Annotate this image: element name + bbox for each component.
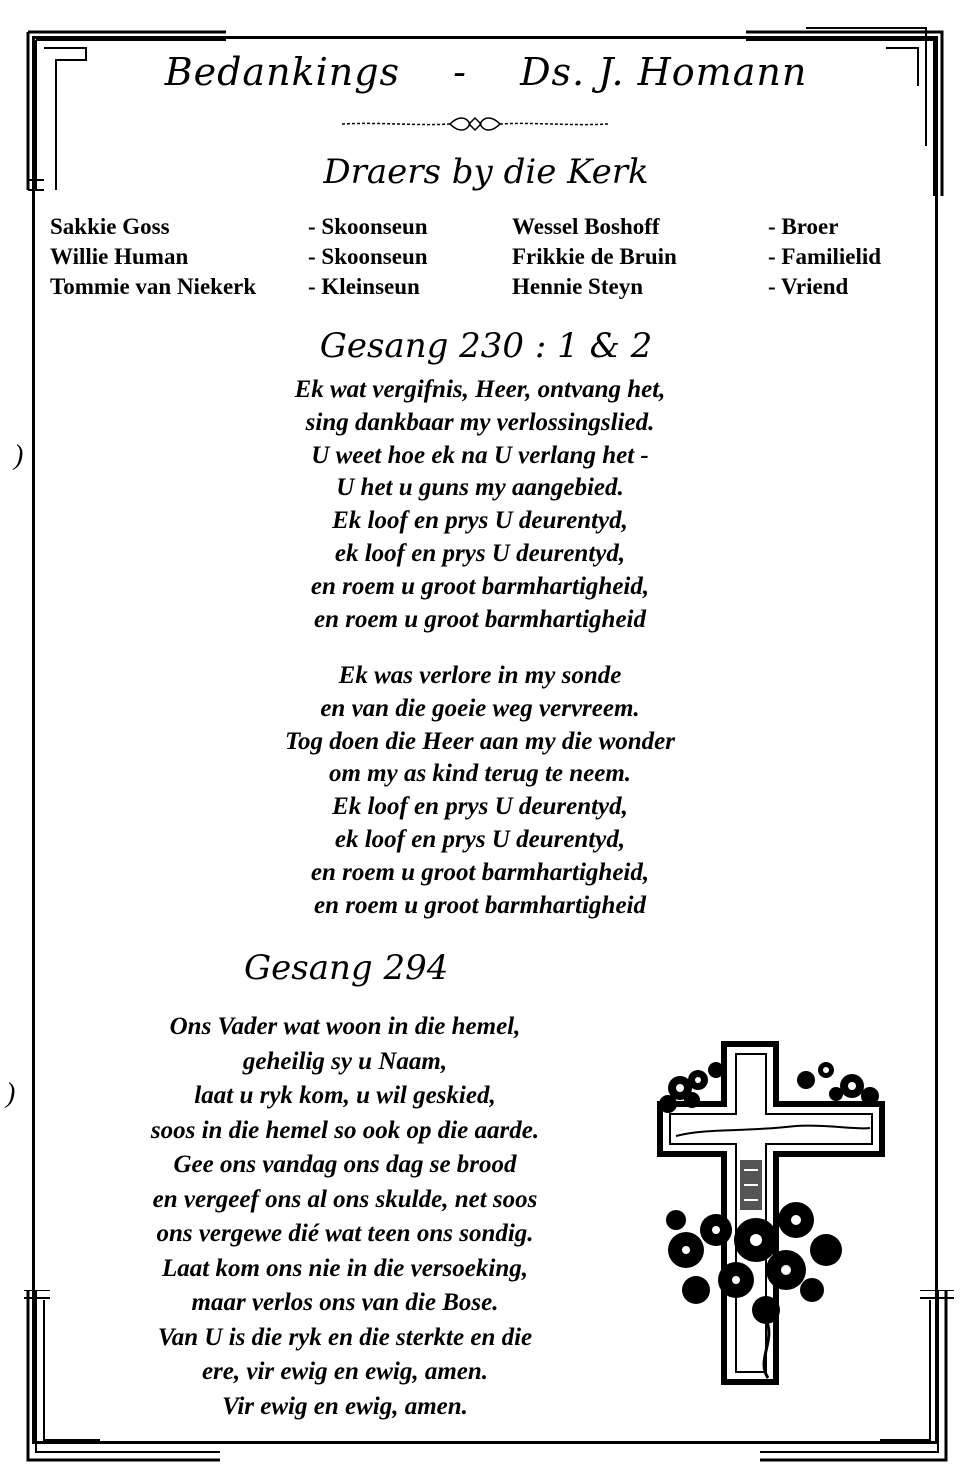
bearer-relation: - Familielid [768,244,882,269]
hymn-230-verse-1 [180,374,780,636]
bearer-name: Frikkie de Bruin [512,244,677,269]
verse-line: U weet hoe ek na U verlang het - [311,441,649,469]
verse-line: Ek wat vergifnis, Heer, ontvang het, [294,376,666,403]
verse-line: ons vergewe dié wat teen ons sondig. [156,1220,534,1247]
title-right: Ds. J. Homann [520,50,808,94]
bearer-name: Tommie van Niekerk [50,274,257,299]
verse-line: geheilig sy u Naam, [242,1047,448,1075]
hymn-230-heading: Gesang 230 : 1 & 2 [319,326,653,366]
page-title [0,50,972,94]
margin-mark: ) [6,1078,16,1109]
verse-line: Ons Vader wat woon in die hemel, [169,1013,521,1040]
hymn-230-verse-2 [180,660,780,922]
verse-line: en roem u groot barmhartigheid, [310,858,650,886]
verse-line: Ek loof en prys U deurentyd, [332,507,628,535]
verse-line: soos in die hemel so ook op die aarde. [150,1116,540,1144]
verse-line: U het u guns my aangebied. [336,474,624,502]
verse-line: ek loof en prys U deurentyd, [334,539,626,567]
bearer-relation: - Vriend [768,274,849,299]
verse-line: en vergeef ons al ons skulde, net soos [152,1185,538,1213]
bearers-heading: Draers by die Kerk [323,152,649,192]
list-item [50,212,920,242]
bearer-name: Hennie Steyn [512,274,643,299]
verse-line: laat u ryk kom, u wil geskied, [194,1082,496,1109]
verse-line: ere, vir ewig en ewig, amen. [201,1358,489,1385]
bearer-relation: - Skoonseun [308,244,428,269]
hymn-294-heading: Gesang 294 [244,948,449,988]
scroll-divider-icon [340,114,610,134]
verse-line: maar verlos ons van die Bose. [191,1289,499,1316]
bearer-name: Wessel Boshoff [512,214,660,239]
bearer-relation: - Skoonseun [308,214,428,239]
verse-line: om my as kind terug te neem. [328,760,632,788]
bearer-name: Willie Human [50,244,189,269]
verse-line: Laat kom ons nie in die versoeking, [162,1254,528,1282]
verse-line: sing dankbaar my verlossingslied. [305,408,655,436]
list-item [50,242,920,272]
verse-line: Ek was verlore in my sonde [338,662,622,689]
verse-line: Vir ewig en ewig, amen. [222,1392,468,1420]
list-item [50,272,920,302]
title-left: Bedankings [164,50,401,94]
verse-line: Tog doen die Heer aan my die wonder [284,727,676,755]
hymn-294-text [80,1010,610,1424]
verse-line: en roem u groot barmhartigheid, [310,572,650,600]
verse-line: en roem u groot barmhartigheid [314,891,646,919]
verse-line: en roem u groot barmhartigheid [314,605,646,633]
bearer-name: Sakkie Goss [50,214,170,239]
verse-line: en van die goeie weg vervreem. [320,694,640,722]
verse-line: Ek loof en prys U deurentyd, [332,793,628,821]
title-separator: - [453,50,467,94]
verse-line: Van U is die ryk en die sterkte en die [157,1323,533,1351]
bearer-relation: - Kleinseun [308,274,420,299]
margin-mark: ) [14,440,24,471]
bearer-relation: - Broer [768,214,839,239]
verse-line: ek loof en prys U deurentyd, [334,825,626,853]
verse-line: Gee ons vandag ons dag se brood [173,1151,517,1178]
flower-cross-icon [656,1040,892,1386]
bearers-list [50,212,920,302]
corner-ornament-icon [20,1290,80,1450]
